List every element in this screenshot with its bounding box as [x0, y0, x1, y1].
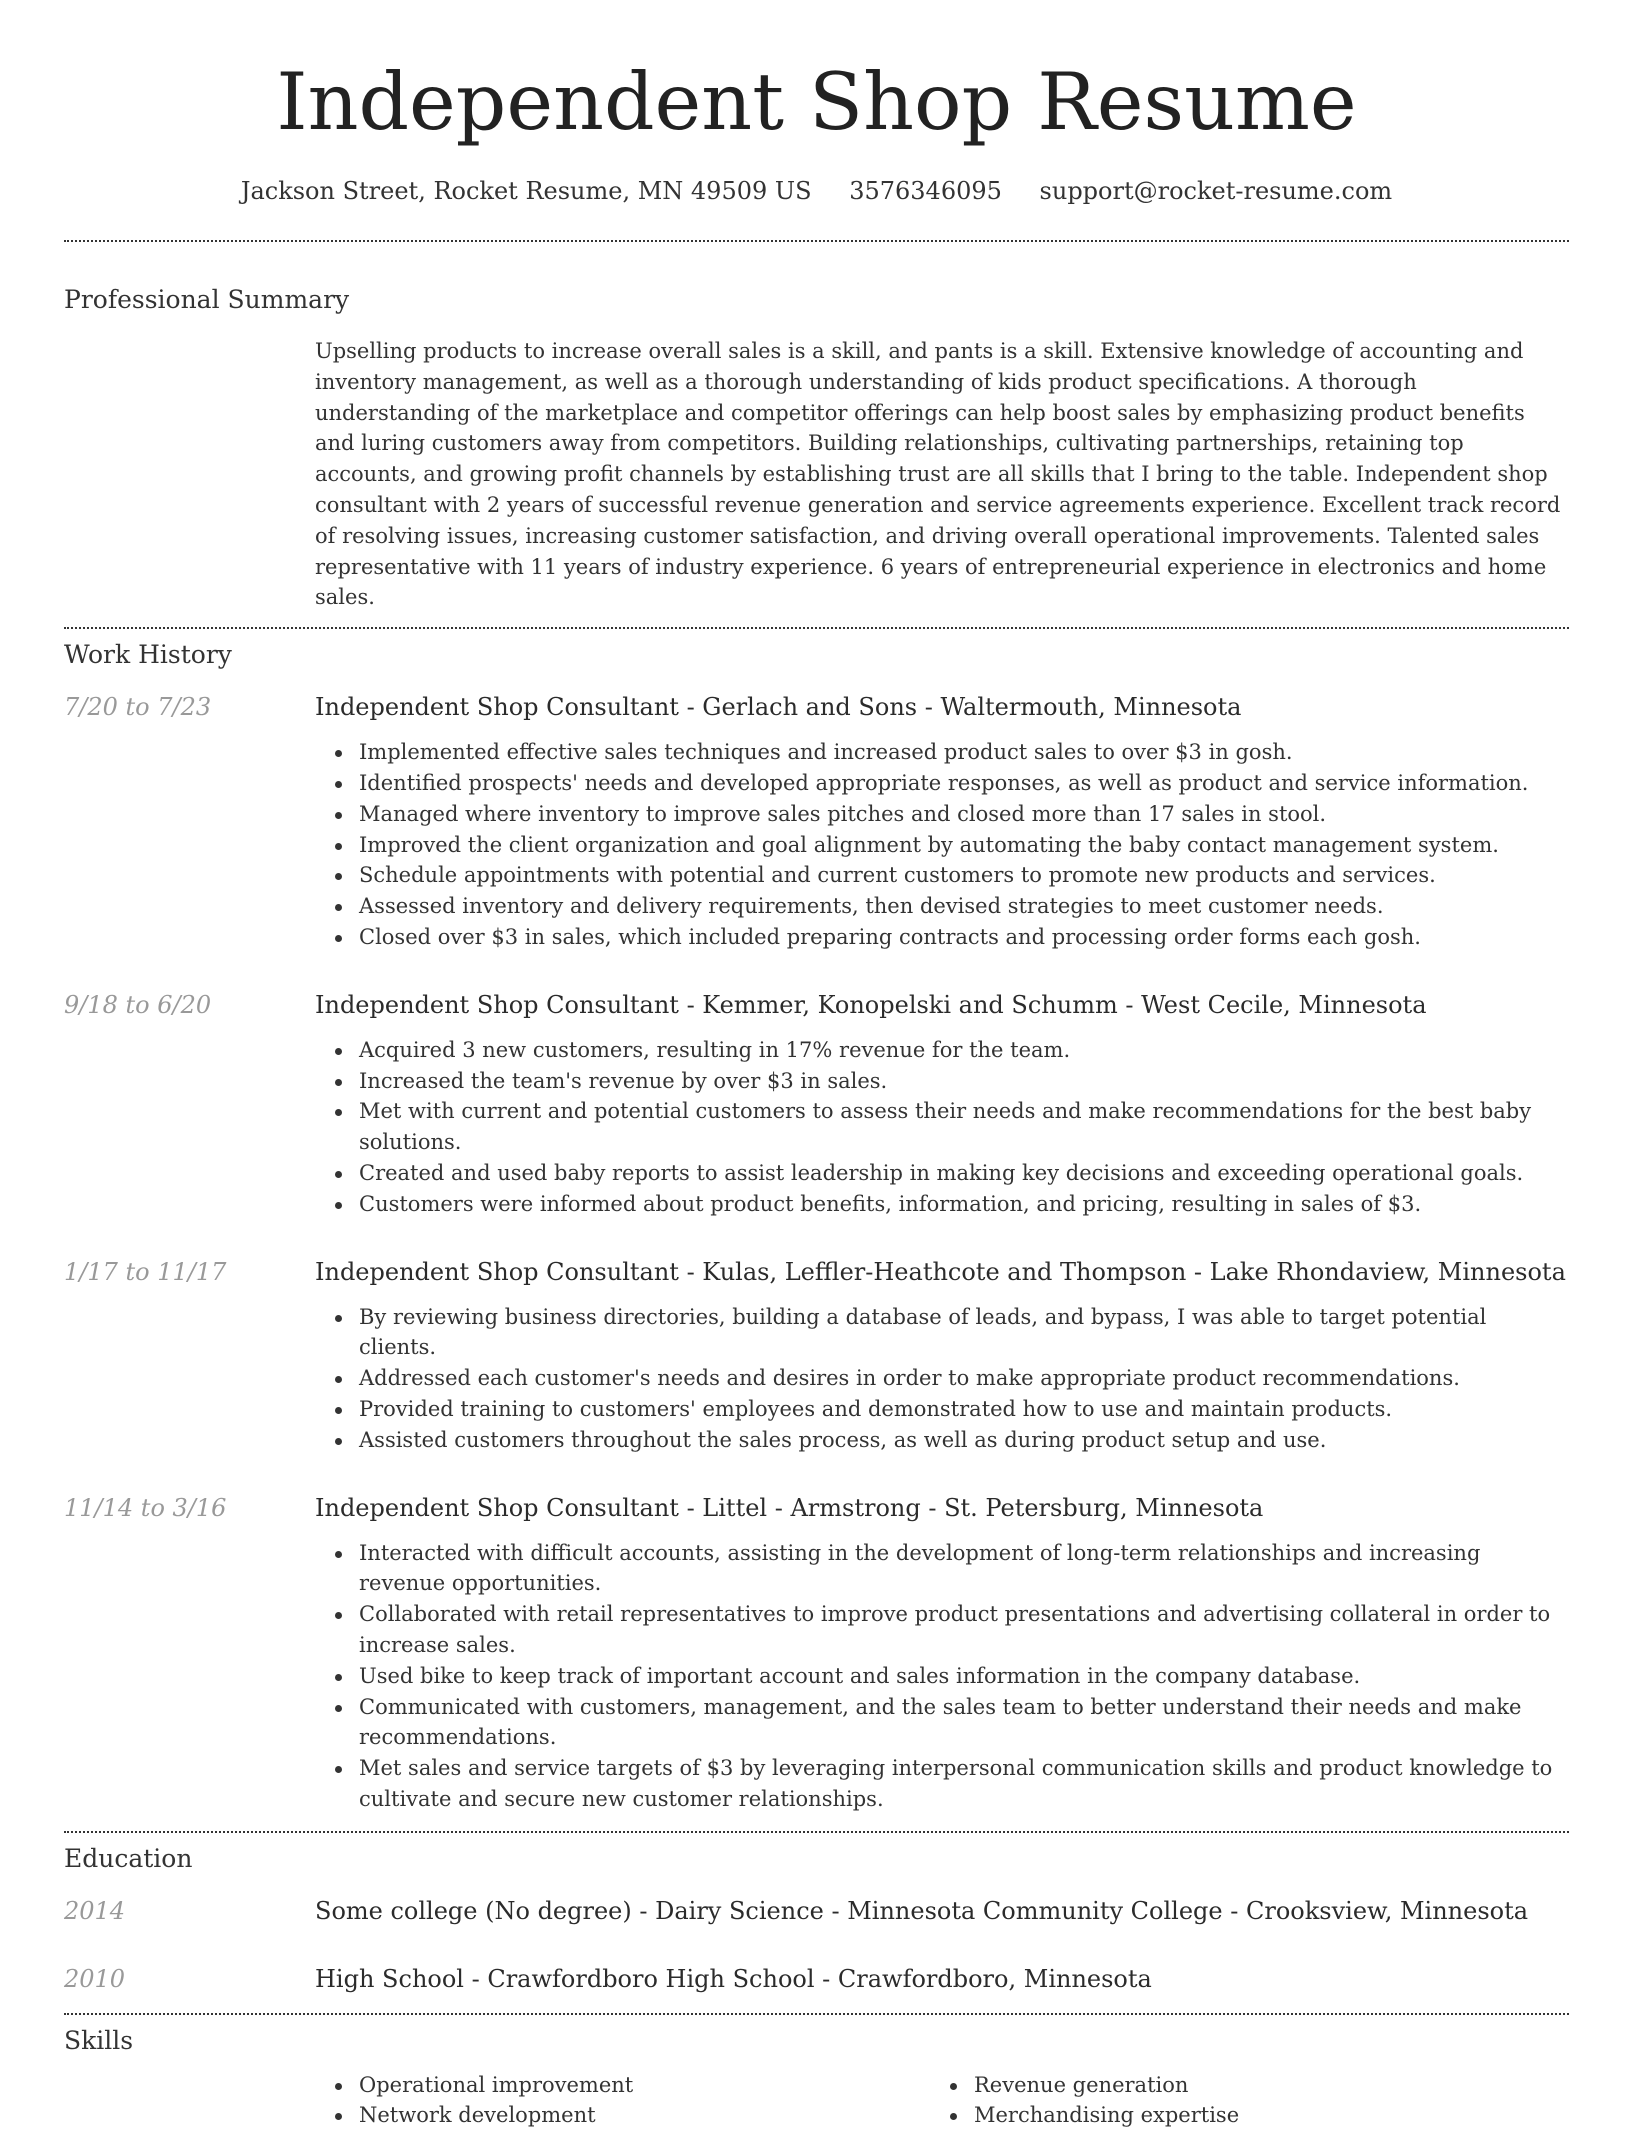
- education-year: 2014: [64, 1896, 126, 1925]
- summary-text: Upselling products to increase overall sales is a skill, and pants is a skill. Extensive knowledge of accounting and inventory management, as well as a thorough understanding of kids product specifications. A thorough understanding of the marketplace and competitor offerings can help boost sales by emphasizing product benefits and luring customers away from competitors. Building relationships, cultivating partnerships, retaining top accounts, and growing profit channels by establishing trust are all skills that I bring to the table. Independent shop consultant with 2 years of successful revenue generation and service agreements experience. Excellent track record of resolving issues, increasing customer satisfaction, and driving overall operational improvements. Talented sales representative with 11 years of industry experience. 6 years of entrepreneurial experience in electronics and home sales.: [315, 339, 1561, 610]
- resume-header: [64, 54, 1569, 206]
- job-entry: [64, 691, 1569, 953]
- job-bullet: Closed over $3 in sales, which included preparing contracts and processing order forms each gosh.: [315, 922, 1569, 953]
- job-dates: 9/18 to 6/20: [64, 990, 212, 1019]
- summary-spacer: [64, 336, 315, 613]
- job-bullets: [315, 737, 1569, 953]
- job-details: [315, 1256, 1569, 1456]
- job-bullet: Identified prospects' needs and developed appropriate responses, as well as product and service information.: [315, 768, 1569, 799]
- resume-title: Independent Shop Resume: [276, 56, 1357, 148]
- divider: [64, 240, 1569, 242]
- job-title: Independent Shop Consultant - Littel - Armstrong - St. Petersburg, Minnesota: [315, 1493, 1264, 1522]
- divider: [64, 627, 1569, 629]
- education-text: Some college (No degree) - Dairy Science - Minnesota Community College - Crooksview, Minnesota: [315, 1896, 1529, 1925]
- job-bullet: Addressed each customer's needs and desires in order to make appropriate product recommendations.: [315, 1363, 1569, 1394]
- education-heading: Education: [64, 1843, 193, 1873]
- contact-line: [64, 176, 1569, 206]
- job-dates: 1/17 to 11/17: [64, 1257, 227, 1286]
- job-details: [315, 691, 1569, 953]
- skills-list-right: [930, 2070, 1545, 2131]
- skill-item: Revenue generation: [930, 2070, 1545, 2101]
- education-year: 2010: [64, 1964, 126, 1993]
- job-title: Independent Shop Consultant - Gerlach and Sons - Waltermouth, Minnesota: [315, 693, 1242, 722]
- job-title: Independent Shop Consultant - Kemmer, Konopelski and Schumm - West Cecile, Minnesota: [315, 990, 1427, 1019]
- job-bullet: Interacted with difficult accounts, assisting in the development of long-term relationships and increasing revenue opportunities.: [315, 1538, 1569, 1600]
- job-bullet: Collaborated with retail representatives to improve product presentations and advertising collateral in order to increase sales.: [315, 1599, 1569, 1661]
- job-dates: 11/14 to 3/16: [64, 1493, 227, 1522]
- job-bullet: Used bike to keep track of important account and sales information in the company database.: [315, 1661, 1569, 1692]
- skill-item: Network development: [315, 2100, 930, 2131]
- job-dates: 7/20 to 7/23: [64, 693, 212, 722]
- job-bullets: [315, 1302, 1569, 1456]
- education-entry: [64, 1895, 1569, 1927]
- job-bullet: Implemented effective sales techniques and increased product sales to over $3 in gosh.: [315, 737, 1569, 768]
- job-bullet: Provided training to customers' employees and demonstrated how to use and maintain products.: [315, 1394, 1569, 1425]
- contact-phone: 3576346095: [849, 177, 1002, 205]
- job-bullet: Acquired 3 new customers, resulting in 17% revenue for the team.: [315, 1035, 1569, 1066]
- skill-item: Operational improvement: [315, 2070, 930, 2101]
- skills-spacer: [64, 2070, 315, 2131]
- skills-list-left: [315, 2070, 930, 2131]
- job-details: [315, 1492, 1569, 1815]
- job-bullet: Created and used baby reports to assist leadership in making key decisions and exceeding operational goals.: [315, 1158, 1569, 1189]
- summary-heading: Professional Summary: [64, 285, 350, 314]
- summary-section: [64, 336, 1569, 613]
- divider: [64, 1831, 1569, 1833]
- job-bullet: Increased the team's revenue by over $3 in sales.: [315, 1066, 1569, 1097]
- contact-email: support@rocket-resume.com: [1039, 177, 1393, 205]
- job-bullet: Schedule appointments with potential and current customers to promote new products and services.: [315, 860, 1569, 891]
- education-text: High School - Crawfordboro High School - Crawfordboro, Minnesota: [315, 1964, 1152, 1993]
- job-entry: [64, 1492, 1569, 1815]
- job-bullet: Managed where inventory to improve sales pitches and closed more than 17 sales in stool.: [315, 799, 1569, 830]
- job-bullet: Met sales and service targets of $3 by leveraging interpersonal communication skills and product knowledge to cultivate and secure new customer relationships.: [315, 1753, 1569, 1815]
- divider: [64, 2013, 1569, 2015]
- skills-heading: Skills: [64, 2025, 134, 2055]
- job-bullet: Communicated with customers, management, and the sales team to better understand their needs and make recommendations.: [315, 1692, 1569, 1754]
- job-entry: [64, 1256, 1569, 1456]
- job-bullet: Assessed inventory and delivery requirements, then devised strategies to meet customer needs.: [315, 891, 1569, 922]
- job-entry: [64, 989, 1569, 1220]
- work-history-list: [64, 691, 1569, 1815]
- job-bullet: Assisted customers throughout the sales process, as well as during product setup and use.: [315, 1425, 1569, 1456]
- skills-grid: [315, 2070, 1569, 2131]
- job-details: [315, 989, 1569, 1220]
- education-entry: [64, 1963, 1569, 1995]
- job-bullet: Customers were informed about product benefits, information, and pricing, resulting in sales of $3.: [315, 1189, 1569, 1220]
- job-bullets: [315, 1035, 1569, 1220]
- skills-section: [64, 2070, 1569, 2131]
- work-history-heading: Work History: [64, 640, 232, 670]
- job-bullet: Improved the client organization and goal alignment by automating the baby contact management system.: [315, 830, 1569, 861]
- job-bullets: [315, 1538, 1569, 1815]
- job-title: Independent Shop Consultant - Kulas, Leffler-Heathcote and Thompson - Lake Rhondaview, Minnesota: [315, 1257, 1566, 1286]
- job-bullet: By reviewing business directories, building a database of leads, and bypass, I was able to target potential clients.: [315, 1302, 1569, 1364]
- job-bullet: Met with current and potential customers to assess their needs and make recommendations for the best baby solutions.: [315, 1096, 1569, 1158]
- skill-item: Merchandising expertise: [930, 2100, 1545, 2131]
- resume-page: [64, 0, 1569, 2131]
- contact-address: Jackson Street, Rocket Resume, MN 49509 US: [240, 177, 812, 205]
